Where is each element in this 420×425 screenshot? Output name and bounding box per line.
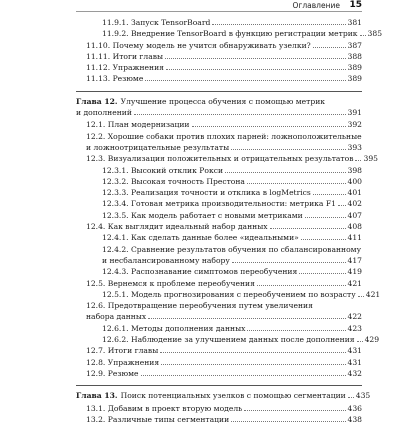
toc-entry[interactable] (76, 187, 362, 198)
toc-entry[interactable] (76, 289, 381, 300)
toc-entry-title: 12.3. Визуализация положительных и отрицательных результатов (86, 154, 354, 164)
toc-entry[interactable] (76, 345, 362, 356)
dot-leader (360, 28, 366, 36)
toc-entry-title-cont: и ложноотрицательные результаты (86, 142, 230, 152)
dot-leader (247, 323, 345, 331)
toc-entry-title: 12.3.3. Реализация точности и отклика в logMetrics (102, 188, 311, 198)
dot-leader (270, 221, 346, 229)
chapter-title: Поиск потенциальных узелков с помощью сегментации (120, 391, 346, 401)
toc-page-number: 402 (347, 199, 362, 209)
toc-entry-title: 11.12. Упражнения (86, 63, 164, 73)
toc-page-number: 432 (347, 368, 362, 378)
toc-entry[interactable] (76, 266, 362, 277)
table-of-contents (76, 17, 383, 425)
toc-page-number: 388 (347, 51, 362, 61)
page-number: 15 (349, 0, 362, 10)
toc-page-number: 400 (347, 176, 362, 186)
dot-leader (145, 73, 345, 81)
toc-page-number: 429 (364, 335, 380, 345)
toc-page-number: 395 (363, 154, 378, 164)
toc-entry[interactable] (76, 28, 383, 39)
toc-page-number: 393 (347, 142, 362, 152)
toc-entry-title: 11.9.1. Запуск TensorBoard (102, 18, 211, 27)
toc-entry-title: 12.6. Предотвращение переобучения путем увеличения (86, 301, 313, 311)
dot-leader (165, 51, 345, 59)
dot-leader (225, 165, 345, 173)
toc-page-number: 391 (347, 108, 362, 118)
toc-page-number: 417 (347, 255, 362, 265)
toc-entry[interactable] (76, 198, 362, 209)
toc-entry-continuation (102, 255, 362, 266)
toc-entry-title-cont: набора данных (86, 312, 147, 322)
toc-entry-title: 11.13. Резюме (86, 74, 144, 84)
toc-entry[interactable] (76, 232, 362, 243)
dot-leader (141, 368, 346, 376)
toc-page-number: 423 (347, 323, 362, 333)
dot-leader (148, 311, 345, 319)
toc-entry[interactable] (76, 221, 362, 232)
toc-entry-title: 12.6.1. Методы дополнения данных (102, 323, 246, 333)
toc-entry[interactable] (76, 153, 378, 164)
toc-entry-title: 12.3.1. Высокий отклик Рокси (102, 165, 224, 175)
toc-page-number: 407 (347, 210, 362, 220)
toc-entry[interactable] (76, 73, 362, 84)
dot-leader (338, 198, 346, 206)
toc-entry-title: 13.1. Добавим в проект вторую модель (86, 403, 243, 413)
dot-leader (232, 255, 346, 263)
chapter-title-cont: и дополнений (76, 108, 132, 118)
toc-page-number: 389 (347, 74, 362, 84)
toc-page-number: 387 (347, 40, 362, 50)
toc-entry-line (102, 28, 383, 39)
toc-entry-title: 12.4.2. Сравнение результатов обучения по сбалансированному (102, 244, 362, 254)
running-header-title: Оглавление (292, 1, 340, 10)
toc-page-number: 389 (347, 63, 362, 73)
toc-entry-title: 12.3.4. Готовая метрика производительности: метрика F1 (102, 199, 336, 209)
dot-leader (355, 153, 361, 161)
dot-leader (357, 334, 363, 342)
toc-page-number: 408 (347, 222, 362, 232)
toc-page-number: 431 (347, 346, 362, 356)
toc-entry-title: 12.9. Резюме (86, 368, 139, 378)
dot-leader (161, 357, 345, 365)
toc-entry-title: 12.3.5. Как модель работает с новыми метриками (102, 210, 303, 220)
toc-entry-title: 11.11. Итоги главы (86, 51, 164, 61)
dot-leader (299, 266, 345, 274)
page-header (0, 0, 420, 14)
toc-entry-title: 11.9.2. Внедрение TensorBoard в функцию регистрации метрик (102, 29, 358, 39)
dot-leader (305, 210, 346, 218)
toc-entry[interactable] (76, 334, 380, 345)
dot-leader (192, 119, 346, 127)
dot-leader (313, 40, 346, 48)
toc-entry[interactable] (76, 40, 362, 51)
dot-leader (358, 289, 364, 297)
toc-entry-title: 12.6.2. Наблюдение за улучшением данных после дополнения (102, 335, 355, 345)
toc-page-number: 411 (347, 233, 362, 243)
toc-entry[interactable] (76, 357, 362, 368)
chapter-title-line (76, 390, 371, 401)
toc-page-number: 392 (347, 120, 362, 130)
dot-leader (247, 176, 346, 184)
toc-page-number: 436 (347, 403, 362, 413)
chapter-title: Улучшение процесса обучения с помощью метрик (120, 96, 326, 106)
chapter-number: Глава 13. (76, 391, 118, 401)
toc-chapter-heading[interactable] (76, 91, 362, 119)
toc-entry[interactable] (76, 368, 362, 379)
dot-leader (348, 390, 354, 398)
dot-leader (244, 403, 345, 411)
toc-entry[interactable] (76, 244, 362, 267)
toc-entry-title: 12.5. Вернемся к проблеме переобучения (86, 278, 255, 288)
toc-entry[interactable] (76, 210, 362, 221)
toc-entry-title: 13.2. Различные типы сегментации (86, 414, 230, 424)
toc-page-number: 421 (347, 278, 362, 288)
toc-page-number: 431 (347, 357, 362, 367)
toc-entry-title: 12.5.1. Модель прогнозирования с переобучением по возрасту (102, 289, 356, 299)
dot-leader (212, 17, 345, 25)
dot-leader (160, 345, 345, 353)
toc-page-number: 381 (347, 18, 362, 27)
toc-page-number: 422 (347, 312, 362, 322)
toc-entry[interactable] (76, 165, 362, 176)
toc-entry[interactable] (76, 51, 362, 62)
toc-page-number: 421 (365, 289, 381, 299)
dot-leader (166, 62, 346, 70)
toc-page-number: 398 (347, 165, 362, 175)
toc-entry[interactable] (76, 17, 362, 28)
toc-entry[interactable] (76, 176, 362, 187)
toc-entry[interactable] (76, 323, 362, 334)
toc-entry-title: 12.4.1. Как сделать данные более «идеальными» (102, 233, 299, 243)
toc-entry[interactable] (76, 119, 362, 130)
dot-leader (231, 414, 345, 422)
header-rule (76, 11, 362, 12)
toc-entry-title: 12.4. Как выглядит идеальный набор данных (86, 222, 268, 232)
toc-entry-title: 11.10. Почему модель не учится обнаруживать узелки? (86, 40, 311, 50)
toc-page-number: 385 (367, 29, 383, 39)
toc-entry[interactable] (76, 131, 362, 154)
toc-entry-title: 12.8. Упражнения (86, 357, 160, 367)
toc-entry-title: 12.3.2. Высокая точность Престона (102, 176, 245, 186)
toc-page-number: 438 (347, 414, 362, 424)
dot-leader (313, 187, 346, 195)
toc-chapter-heading[interactable] (76, 385, 371, 401)
chapter-title-continuation (76, 107, 362, 118)
toc-page-number: 419 (347, 267, 362, 277)
dot-leader (134, 107, 346, 115)
chapter-number: Глава 12. (76, 96, 118, 106)
dot-leader (301, 232, 346, 240)
dot-leader (257, 278, 346, 286)
chapter-title-line (76, 96, 362, 107)
dot-leader (231, 142, 345, 150)
toc-entry-title: 12.2. Хорошие собаки против плохих парней: ложноположительные (86, 131, 362, 141)
toc-entry-continuation (86, 311, 362, 322)
toc-entry[interactable] (76, 403, 362, 414)
toc-page-number: 401 (347, 188, 362, 198)
toc-entry-title: 12.7. Итоги главы (86, 346, 159, 356)
toc-entry-title-cont: и несбалансированному набору (102, 255, 230, 265)
toc-page-number: 435 (355, 391, 371, 401)
toc-entry[interactable] (76, 300, 362, 323)
toc-entry[interactable] (76, 62, 362, 73)
toc-entry-title: 12.1. План модернизации (86, 120, 190, 130)
toc-entry[interactable] (76, 414, 362, 425)
toc-entry-continuation (86, 142, 362, 153)
toc-entry[interactable] (76, 278, 362, 289)
toc-entry-title: 12.4.3. Распознавание симптомов переобучения (102, 267, 298, 277)
